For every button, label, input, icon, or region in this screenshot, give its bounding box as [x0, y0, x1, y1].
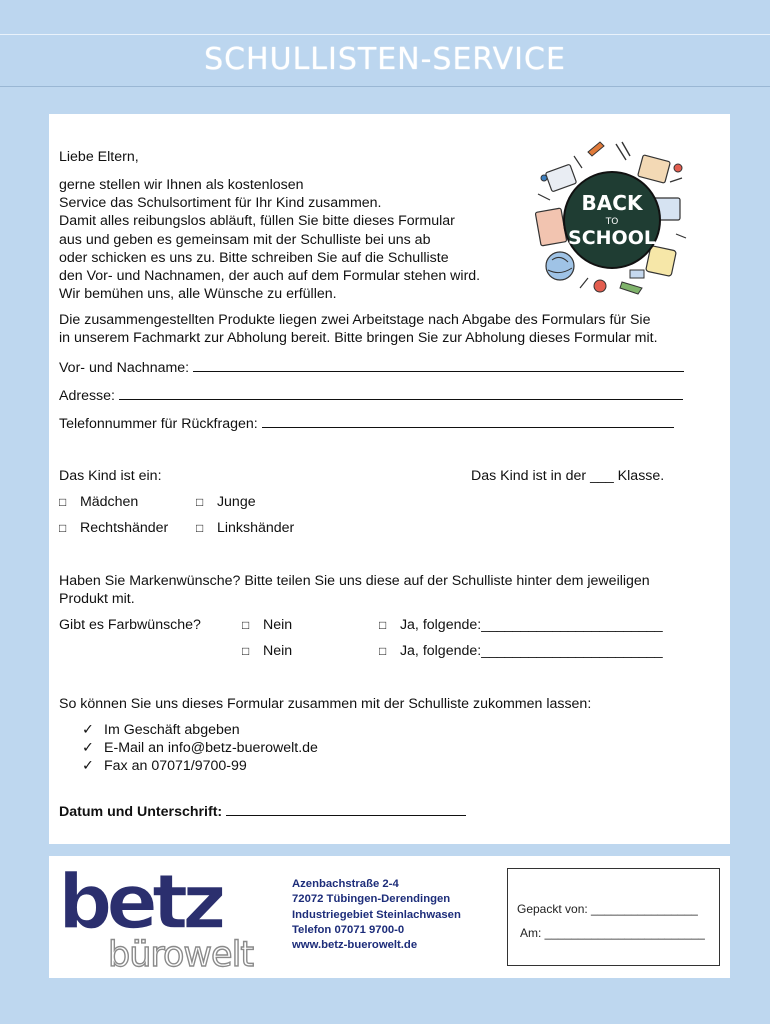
- phone-field[interactable]: [59, 414, 674, 433]
- pickup-line: Die zusammengestellten Produkte liegen zwei Arbeitstage nach Abgabe des Formulars für Sie: [59, 312, 651, 328]
- illustration-text: TO: [605, 217, 619, 227]
- intro-line: den Vor- und Nachnamen, der auch auf dem Formular stehen wird.: [59, 268, 481, 285]
- signature-label: Datum und Unterschrift:: [59, 804, 223, 820]
- checkbox-icon[interactable]: □: [59, 521, 67, 535]
- logo-text-bottom: bürowelt: [108, 935, 254, 972]
- colors-yes-option-2[interactable]: [379, 642, 663, 660]
- address-field[interactable]: [59, 386, 683, 405]
- name-field[interactable]: [59, 358, 684, 377]
- address-line: 72072 Tübingen-Derendingen: [292, 893, 451, 906]
- name-line[interactable]: [193, 358, 684, 372]
- checkbox-icon[interactable]: □: [196, 495, 204, 509]
- pickup-paragraph: [59, 311, 658, 347]
- checkbox-icon[interactable]: □: [242, 618, 250, 632]
- colors-no-label: Nein: [262, 643, 293, 659]
- back-to-school-illustration: [530, 138, 690, 298]
- check-icon: ✓: [82, 758, 94, 775]
- option-left-handed[interactable]: [196, 519, 294, 537]
- option-right-handed[interactable]: [59, 519, 168, 537]
- check-icon: ✓: [82, 722, 94, 738]
- intro-line: Service das Schulsortiment für Ihr Kind zusammen.: [59, 195, 382, 212]
- packed-by-field[interactable]: Gepackt von: ________________: [517, 902, 698, 916]
- illustration-text: BACK: [581, 191, 643, 215]
- brands-line: Produkt mit.: [59, 591, 135, 608]
- option-girl[interactable]: [59, 493, 138, 511]
- phone-number: Telefon 07071 9700-0: [292, 923, 405, 936]
- option-right-label: Rechtshänder: [79, 520, 169, 536]
- colors-no-label: Nein: [262, 617, 293, 633]
- checkbox-icon[interactable]: □: [379, 644, 387, 658]
- colors-label: Gibt es Farbwünsche?: [59, 617, 201, 633]
- colors-yes-label: Ja, folgende:_______________________: [399, 617, 663, 633]
- phone-label: Telefonnummer für Rückfragen:: [59, 416, 258, 432]
- list-item: ✓ Im Geschäft abgeben: [82, 722, 240, 738]
- address-line: Azenbachstraße 2-4: [292, 878, 399, 890]
- colors-no-option-2[interactable]: [242, 642, 292, 660]
- checkbox-icon[interactable]: □: [379, 618, 387, 632]
- intro-paragraph: [59, 176, 480, 303]
- header-bottom-border: [0, 86, 770, 87]
- option-boy[interactable]: [196, 493, 256, 511]
- option-left-label: Linkshänder: [216, 520, 295, 536]
- intro-line: oder schicken es uns zu. Bitte schreiben Sie auf die Schulliste: [59, 249, 449, 266]
- signature-line[interactable]: [226, 802, 466, 816]
- pickup-line: in unserem Fachmarkt zur Abholung bereit. Bitte bringen Sie zur Abholung dieses Formular mit.: [59, 330, 658, 347]
- betz-logo: [56, 860, 268, 972]
- address-line[interactable]: [119, 386, 683, 400]
- phone-line[interactable]: [262, 414, 674, 428]
- submit-options-list: [82, 721, 318, 776]
- checkbox-icon[interactable]: □: [196, 521, 204, 535]
- greeting: Liebe Eltern,: [59, 149, 139, 165]
- option-girl-label: Mädchen: [79, 494, 139, 510]
- address-line: Industriegebiet Steinlachwasen: [292, 908, 461, 921]
- colors-no-option[interactable]: [242, 616, 292, 634]
- brands-line: Haben Sie Markenwünsche? Bitte teilen Sie uns diese auf der Schulliste hinter dem jeweiligen: [59, 573, 650, 589]
- logo-text-top: betz: [58, 860, 221, 946]
- brands-paragraph: [59, 572, 650, 608]
- submit-intro: So können Sie uns dieses Formular zusammen mit der Schulliste zukommen lassen:: [59, 696, 592, 712]
- intro-line: gerne stellen wir Ihnen als kostenlosen: [59, 177, 304, 193]
- packed-date-field[interactable]: Am: ________________________: [520, 926, 705, 940]
- colors-yes-label: Ja, folgende:_______________________: [399, 643, 663, 659]
- name-label: Vor- und Nachname:: [59, 360, 190, 376]
- store-address: [292, 877, 461, 953]
- colors-yes-option[interactable]: [379, 616, 663, 634]
- packing-box: [507, 868, 720, 966]
- check-icon: ✓: [82, 740, 94, 757]
- illustration-text: SCHOOL: [568, 227, 656, 249]
- option-boy-label: Junge: [216, 494, 256, 510]
- address-label: Adresse:: [59, 388, 115, 404]
- signature-field[interactable]: [59, 802, 466, 821]
- intro-line: Wir bemühen uns, alle Wünsche zu erfüllen.: [59, 286, 337, 303]
- website-link[interactable]: www.betz-buerowelt.de: [292, 939, 418, 952]
- list-item: ✓ E-Mail an info@betz-buerowelt.de: [82, 740, 318, 757]
- list-item: ✓ Fax an 07071/9700-99: [82, 758, 247, 775]
- header-divider: [0, 34, 770, 35]
- page-title: SCHULLISTEN-SERVICE: [204, 42, 566, 77]
- intro-line: Damit alles reibungslos abläuft, füllen Sie bitte dieses Formular: [59, 213, 455, 230]
- checkbox-icon[interactable]: □: [242, 644, 250, 658]
- child-label: Das Kind ist ein:: [59, 468, 162, 484]
- class-field[interactable]: Das Kind ist in der ___ Klasse.: [471, 468, 665, 484]
- checkbox-icon[interactable]: □: [59, 495, 67, 509]
- intro-line: aus und geben es gemeinsam mit der Schulliste bei uns ab: [59, 231, 431, 248]
